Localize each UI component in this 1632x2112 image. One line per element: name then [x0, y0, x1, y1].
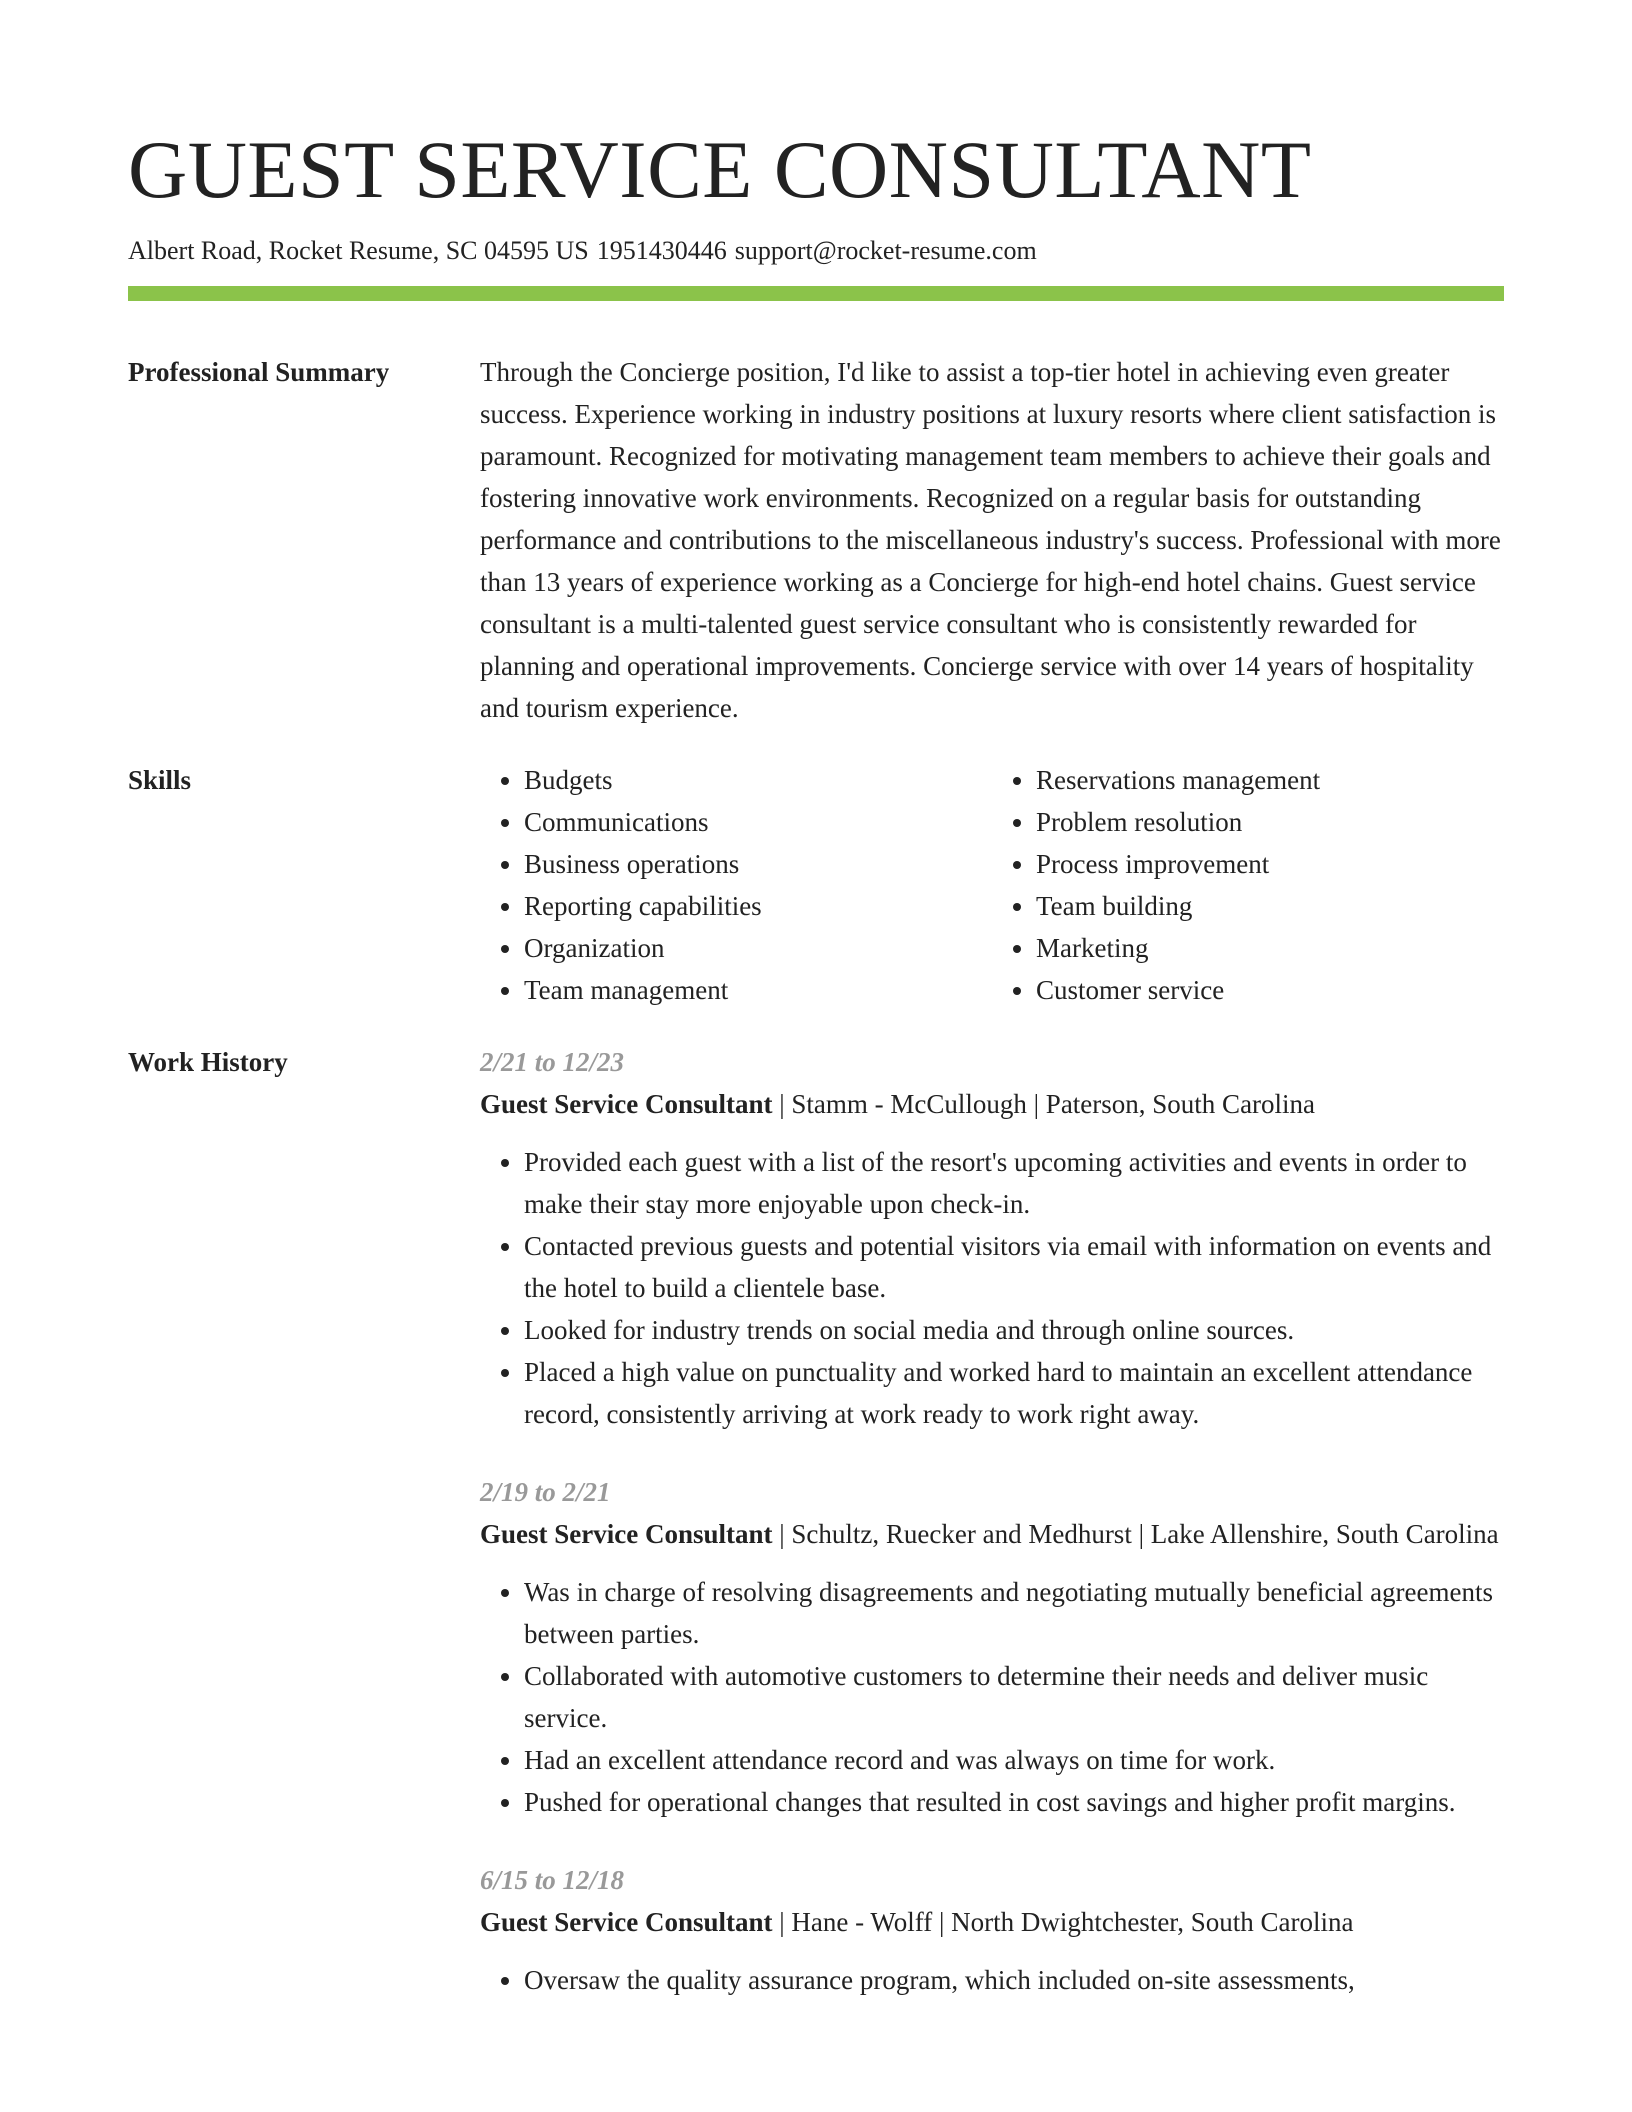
job-header	[480, 1513, 1504, 1555]
job-bullet: • Was in charge of resolving disagreements and negotiating mutually beneficial agreements between parties.	[524, 1571, 1504, 1655]
job-bullet: • Contacted previous guests and potential visitors via email with information on events and the hotel to build a clientele base.	[524, 1225, 1504, 1309]
job-entry	[480, 1041, 1504, 1435]
job-title: Guest Service Consultant	[480, 1519, 773, 1549]
job-dates: 2/21 to 12/23	[480, 1047, 625, 1077]
job-bullets	[480, 1141, 1504, 1435]
job-company-location: | Hane - Wolff | North Dwightchester, South Carolina	[772, 1907, 1354, 1937]
job-title: Guest Service Consultant	[480, 1907, 773, 1937]
skills-section	[128, 759, 1504, 1011]
skills-list-right	[992, 759, 1504, 1011]
summary-text: Through the Concierge position, I'd like to assist a top-tier hotel in achieving even greater success. Experience working in industry positions at luxury resorts where client satisfaction is paramount. Recognized for motivating management team members to achieve their goals and fostering innovative work environments. Recognized on a regular basis for outstanding performance and contributions to the miscellaneous industry's success. Professional with more than 13 years of experience working as a Concierge for high-end hotel chains. Guest service consultant is a multi-talented guest service consultant who is consistently rewarded for planning and operational improvements. Concierge service with over 14 years of hospitality and tourism experience.	[480, 357, 1501, 723]
job-bullets	[480, 1959, 1504, 2001]
job-header	[480, 1083, 1504, 1125]
job-bullet: • Had an excellent attendance record and was always on time for work.	[524, 1739, 1504, 1781]
skill-item: • Customer service	[1036, 969, 1504, 1011]
job-bullet: • Placed a high value on punctuality and worked hard to maintain an excellent attendance record, consistently arriving at work ready to work right away.	[524, 1351, 1504, 1435]
skill-item: • Process improvement	[1036, 843, 1504, 885]
job-entry	[480, 1471, 1504, 1823]
skill-item: • Organization	[524, 927, 992, 969]
job-bullet: • Looked for industry trends on social media and through online sources.	[524, 1309, 1504, 1351]
job-bullets	[480, 1571, 1504, 1823]
job-company-location: | Schultz, Ruecker and Medhurst | Lake Allenshire, South Carolina	[772, 1519, 1499, 1549]
skill-item: • Budgets	[524, 759, 992, 801]
skill-item: • Business operations	[524, 843, 992, 885]
skill-item: • Team building	[1036, 885, 1504, 927]
skill-item: • Communications	[524, 801, 992, 843]
contact-address: Albert Road, Rocket Resume, SC 04595 US	[128, 236, 589, 265]
contact-email: support@rocket-resume.com	[734, 236, 1037, 265]
summary-section	[128, 351, 1504, 729]
skills-list-left	[480, 759, 992, 1011]
job-company-location: | Stamm - McCullough | Paterson, South Carolina	[772, 1089, 1316, 1119]
job-bullet: • Pushed for operational changes that resulted in cost savings and higher profit margins.	[524, 1781, 1504, 1823]
job-header	[480, 1901, 1504, 1943]
section-heading: Skills	[128, 765, 192, 795]
contact-line	[128, 234, 1504, 268]
work-history-section	[128, 1041, 1504, 2037]
job-bullet: • Collaborated with automotive customers to determine their needs and deliver music service.	[524, 1655, 1504, 1739]
section-heading: Professional Summary	[128, 357, 390, 387]
skill-item: • Team management	[524, 969, 992, 1011]
work-history-body	[480, 1041, 1504, 2037]
skills-body	[480, 759, 1504, 1011]
job-dates: 2/19 to 2/21	[480, 1477, 611, 1507]
contact-phone: 1951430446	[596, 236, 727, 265]
skill-item: • Reservations management	[1036, 759, 1504, 801]
header-divider	[128, 286, 1504, 301]
resume-name: GUEST SERVICE CONSULTANT	[128, 124, 1312, 215]
job-dates: 6/15 to 12/18	[480, 1865, 625, 1895]
skill-item: • Marketing	[1036, 927, 1504, 969]
resume-page	[128, 118, 1504, 2037]
section-heading: Work History	[128, 1047, 288, 1077]
job-bullet: • Provided each guest with a list of the resort's upcoming activities and events in order to make their stay more enjoyable upon check-in.	[524, 1141, 1504, 1225]
job-entry	[480, 1859, 1504, 2001]
job-title: Guest Service Consultant	[480, 1089, 773, 1119]
skill-item: • Reporting capabilities	[524, 885, 992, 927]
skill-item: • Problem resolution	[1036, 801, 1504, 843]
job-bullet: • Oversaw the quality assurance program, which included on-site assessments,	[524, 1959, 1504, 2001]
